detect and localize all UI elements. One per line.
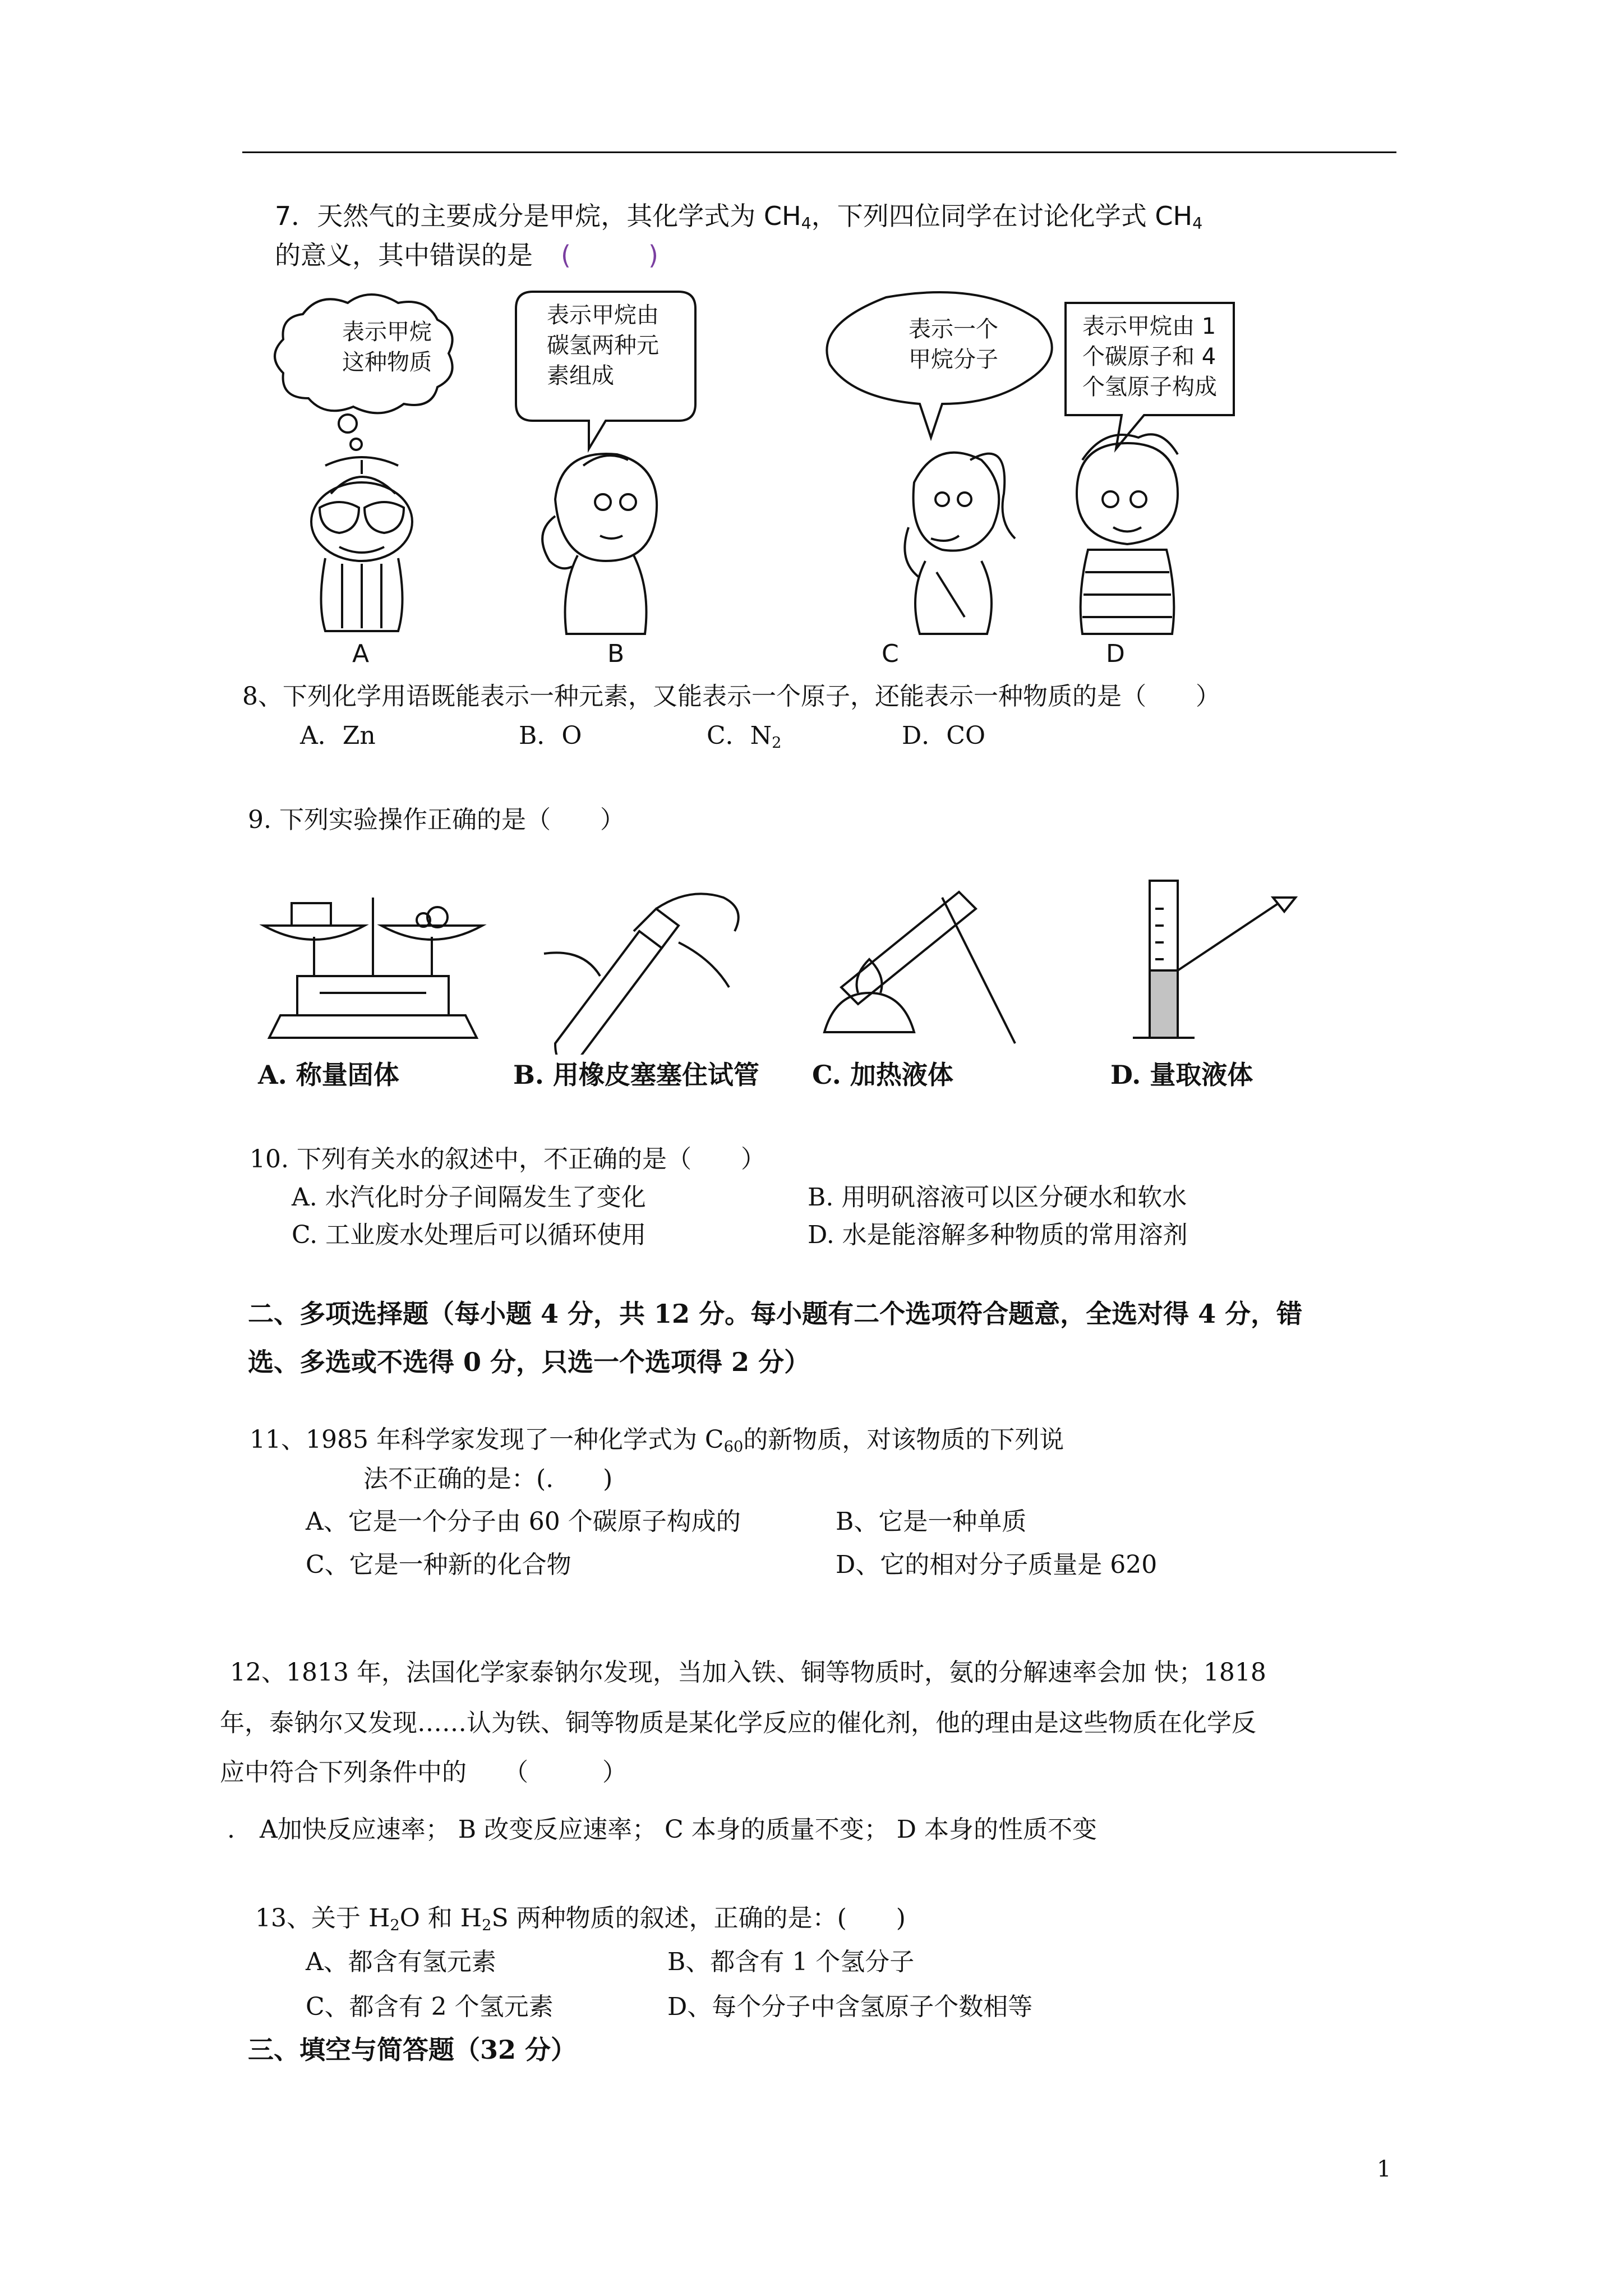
q13-stem [255,1902,906,1943]
bubble-line: 表示一个 [909,316,998,342]
bubble-line: 素组成 [547,363,614,389]
figure-letter-a: A [352,639,370,668]
q7-line2-text: 的意义，其中错误的是 [275,240,533,270]
figure-letter-d: D [1106,639,1125,668]
q11-option-d: D、它的相对分子质量是 620 [836,1550,1158,1579]
figure-letter-b: B [607,639,625,668]
header-rule [242,151,1396,153]
bubble-line: 这种物质 [342,349,432,375]
q9-caption-a: A. 称量固体 [258,1060,399,1090]
q9-caption-c: C. 加热液体 [812,1060,953,1090]
q8-option-d: D．CO [902,721,986,750]
q11-option-b: B、它是一种单质 [836,1507,1027,1536]
q11-sub: 60 [723,1438,744,1456]
q10-option-c: C. 工业废水处理后可以循环使用 [292,1221,647,1249]
bubble-line: 甲烷分子 [909,347,998,372]
heating-liquid-illustration [824,892,1015,1043]
q13-stem-part: S 两种物质的叙述，正确的是：( ) [491,1904,906,1932]
q10-stem: 10. 下列有关水的叙述中，不正确的是（ ） [250,1145,766,1174]
bubble-b-text [547,300,659,391]
balance-illustration [264,898,482,1038]
bubble-d-text [1082,311,1217,402]
q8-sub: 2 [772,734,782,752]
q13-sub: 2 [390,1916,400,1934]
q13-option-a: A、都含有氢元素 [306,1948,496,1976]
q13-sub: 2 [482,1916,492,1934]
student-d-illustration [1077,434,1178,634]
q8-option-b: B．O [519,721,582,750]
q9-stem: 9. 下列实验操作正确的是（ ） [248,806,625,834]
stopper-tube-illustration [544,894,739,1055]
q11-stem-line2: 法不正确的是：(. ) [363,1465,613,1493]
section3-heading: 三、填空与简答题（32 分） [248,2035,577,2065]
page-number: 1 [1377,2156,1391,2182]
q11-option-a: A、它是一个分子由 60 个碳原子构成的 [306,1507,741,1536]
bubble-line: 表示甲烷 [342,319,432,345]
answer-paren: ( ) [561,240,658,270]
bubble-line: 表示甲烷由 1 [1082,314,1216,339]
bubble-a-text [342,317,432,378]
bubble-c-text [909,314,998,375]
q8-option-c-text: C．N [707,721,772,750]
q8-stem: 8、下列化学用语既能表示一种元素，又能表示一个原子，还能表示一种物质的是（ ） [242,682,1220,711]
q9-figure [252,864,1318,1055]
q10-option-b: B. 用明矾溶液可以区分硬水和软水 [808,1183,1187,1212]
student-b-illustration [542,454,657,634]
q10-option-d: D. 水是能溶解多种物质的常用溶剂 [808,1221,1188,1249]
q7-line1-pre: 7．天然气的主要成分是甲烷，其化学式为 CH [275,201,801,231]
q13-option-d: D、每个分子中含氢原子个数相等 [667,1993,1033,2021]
student-a-illustration [311,457,412,631]
bubble-line: 个碳原子和 4 [1082,344,1216,370]
bubble-line: 个氢原子构成 [1082,374,1217,400]
bubble-line: 表示甲烷由 [547,302,659,328]
thought-dot [351,439,362,450]
q12-options: . A加快反应速率； B 改变反应速率； C 本身的质量不变； D 本身的性质不变 [227,1815,1097,1844]
q7-line2 [275,238,658,272]
q13-option-c: C、都含有 2 个氢元素 [306,1993,554,2021]
section2-heading-line1: 二、多项选择题（每小题 4 分，共 12 分。每小题有二个选项符合题意，全选对得 4 分，错 [248,1299,1303,1329]
q11-option-c: C、它是一种新的化合物 [306,1550,571,1579]
section2-heading-line2: 选、多选或不选得 0 分，只选一个选项得 2 分） [248,1347,810,1377]
figure-letter-c: C [882,639,899,668]
q13-stem-part: 13、关于 H [255,1904,390,1932]
q11-stem-pre: 11、1985 年科学家发现了一种化学式为 C [250,1425,724,1454]
q12-line3: 应中符合下列条件中的 （ ） [220,1758,627,1787]
q7-line1-mid: ，下列四位同学在讨论化学式 CH [811,201,1193,231]
q8-option-a: A．Zn [300,721,376,750]
q11-stem-line1 [250,1423,1064,1464]
q7-sub: 4 [1192,214,1203,233]
q13-stem-part: O 和 H [399,1904,482,1932]
q9-caption-d: D. 量取液体 [1110,1060,1253,1090]
q7-line1 [275,199,1202,241]
student-c-illustration [905,453,1015,634]
q9-caption-b: B. 用橡皮塞塞住试管 [513,1060,759,1090]
q10-option-a: A. 水汽化时分子间隔发生了变化 [292,1183,646,1212]
thought-dot [339,415,357,432]
q12-line2: 年，泰钠尔又发现……认为铁、铜等物质是某化学反应的催化剂，他的理由是这些物质在化学反 [220,1709,1256,1737]
q11-stem-post: 的新物质，对该物质的下列说 [743,1425,1064,1454]
q7-sub: 4 [801,214,811,233]
bubble-line: 碳氢两种元 [547,333,659,358]
q13-option-b: B、都含有 1 个氢分子 [667,1948,915,1976]
q12-line1: 12、1813 年，法国化学家泰钠尔发现，当加入铁、铜等物质时，氨的分解速率会加 快；1818 [230,1658,1266,1687]
q8-option-c [707,719,782,760]
